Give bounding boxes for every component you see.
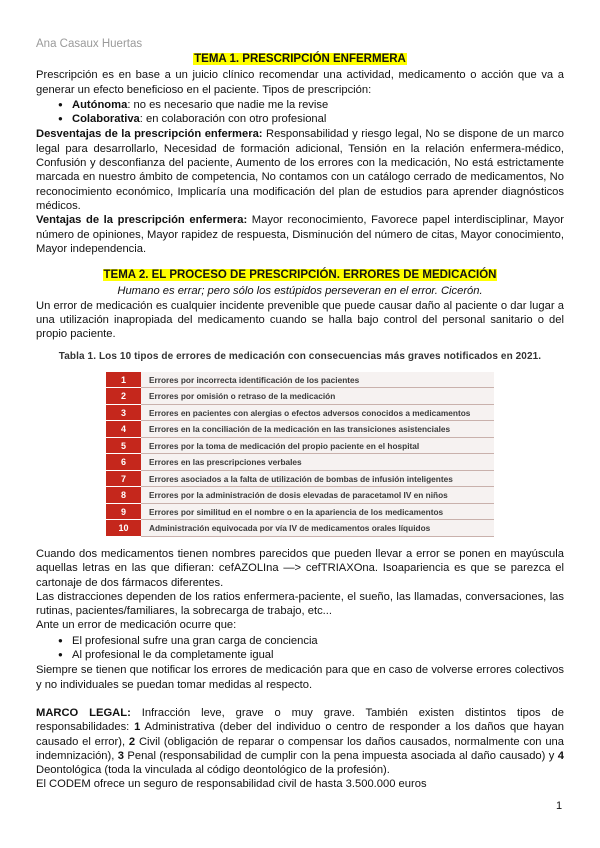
row-text: Errores en la conciliación de la medicación en las transiciones asistenciales <box>141 421 494 438</box>
author-header: Ana Casaux Huertas <box>36 38 143 50</box>
row-number: 10 <box>106 520 141 537</box>
row-number: 7 <box>106 470 141 487</box>
cicero-quote: Humano es errar; pero sólo los estúpidos perseveran en el error. Cicerón. <box>117 285 483 298</box>
row-number: 2 <box>106 388 141 405</box>
table-row <box>106 470 494 487</box>
desventajas-text: Responsabilidad y riesgo legal, No se dispone de un marco legal para desarrollarlo, Necesidad de formación adicional, Tensión en la relación enfermera-médico, Confusión y desconfianza del paciente, Aumento de los errores con la medicación, No está estrictamente marcada en nuestro ámbito de competencia, No contamos con un catálogo cerrado de medicamentos, No reconocimiento económico, Implicaría una modificación del plan de estudios para aprender diagnósticos médicos. <box>36 128 564 212</box>
errors-table-block <box>36 350 564 537</box>
row-number: 4 <box>106 421 141 438</box>
page-number: 1 <box>556 800 563 812</box>
table-row <box>106 372 494 388</box>
tema2-title: TEMA 2. EL PROCESO DE PRESCRIPCIÓN. ERRORES DE MEDICACIÓN <box>103 269 497 282</box>
row-number: 1 <box>106 372 141 388</box>
table-row <box>106 487 494 504</box>
ventajas-paragraph <box>36 213 564 256</box>
tema1-title: TEMA 1. PRESCRIPCIÓN ENFERMERA <box>194 53 406 65</box>
type-label: Colaborativa <box>72 113 140 126</box>
table-row <box>106 388 494 405</box>
type-text: : en colaboración con otro profesional <box>139 113 327 126</box>
ventajas-label: Ventajas de la prescripción enfermera: <box>36 214 248 227</box>
row-text: Errores por la administración de dosis elevadas de paracetamol IV en niños <box>141 487 494 504</box>
list-item: ● El profesional sufre una gran carga de conciencia <box>72 634 564 648</box>
row-number: 8 <box>106 487 141 504</box>
row-number: 3 <box>106 404 141 421</box>
list-item <box>72 112 564 126</box>
table-row <box>106 421 494 438</box>
marco-number: 3 <box>117 749 124 762</box>
table-row <box>106 404 494 421</box>
notificar-paragraph: Siempre se tienen que notificar los errores de medicación para que en caso de volverse errores colectivos y no individuales se puedan tomar medidas al respecto. <box>36 664 564 691</box>
list-item: ● Al profesional le da completamente igual <box>72 648 564 662</box>
table-row <box>106 454 494 471</box>
marco-text: Penal (responsabilidad de cumplir con la pena impuesta asociada al daño causado) y <box>123 749 558 762</box>
marco-legal-paragraph <box>36 706 564 777</box>
table-title: Tabla 1. Los 10 tipos de errores de medicación con consecuencias más graves notificados en 2021. <box>58 350 542 362</box>
ante-error-list <box>36 634 564 663</box>
distractions-paragraph: Las distracciones dependen de los ratios enfermera-paciente, el sueño, las llamadas, conversaciones, las rutinas, pacientes/familiares, la sobrecarga de trabajo, etc... <box>36 590 564 618</box>
row-number: 6 <box>106 454 141 471</box>
tema2-title-row <box>36 268 564 282</box>
table-row <box>106 520 494 537</box>
marco-number: 2 <box>128 735 136 748</box>
desventajas-paragraph <box>36 127 564 213</box>
tema1-title-row <box>36 52 564 66</box>
row-text: Administración equivocada por vía IV de medicamentos orales líquidos <box>141 520 494 537</box>
marco-legal-label: MARCO LEGAL: <box>36 706 131 719</box>
prescription-types-list <box>36 98 564 127</box>
row-number: 9 <box>106 503 141 520</box>
row-text: Errores en pacientes con alergias o efectos adversos conocidos a medicamentos <box>141 404 494 421</box>
marco-text: Deontológica (toda la vinculada al código deontológico de la profesión). <box>36 764 390 777</box>
row-text: Errores por la toma de medicación del propio paciente en el hospital <box>141 437 494 454</box>
row-text: Errores por incorrecta identificación de los pacientes <box>141 372 494 388</box>
tema1-intro: Prescripción es en base a un juicio clínico recomendar una actividad, medicamento o acción que va a generar un efecto beneficioso en el paciente. Tipos de prescripción: <box>36 69 564 96</box>
table-row <box>106 503 494 520</box>
errors-table <box>106 372 494 537</box>
document-body <box>36 50 564 792</box>
row-text: Errores por similitud en el nombre o en la apariencia de los medicamentos <box>141 503 494 520</box>
desventajas-label: Desventajas de la prescripción enfermera: <box>36 128 263 141</box>
type-text: : no es necesario que nadie me la revise <box>127 98 329 111</box>
marco-text: Infracción leve, grave o muy grave. También existen distintos tipos de responsabilidades: <box>36 706 564 734</box>
codem-paragraph: El CODEM ofrece un seguro de responsabilidad civil de hasta 3.500.000 euros <box>36 778 427 791</box>
similar-names-paragraph: Cuando dos medicamentos tienen nombres parecidos que pueden llevar a error se ponen en mayúscula aquellas letras en las que difieran: cefAZOLIna —> cefTRIAXOna. Isoapariencia es que se parezca el cartonaje de dos fármacos diferentes. <box>36 547 564 589</box>
table-row <box>106 437 494 454</box>
marco-number: 1 <box>134 721 141 734</box>
row-text: Errores asociados a la falta de utilización de bombas de infusión inteligentes <box>141 470 494 487</box>
marco-text: Administrativa (deber del individuo o centro de responder a los daños que hayan causado el error), <box>36 721 564 748</box>
type-label: Autónoma <box>72 98 128 111</box>
marco-text: Civil (obligación de reparar o compensar los daños causados, normalmente con una indemnización), <box>36 735 564 762</box>
ante-error-heading: Ante un error de medicación ocurre que: <box>36 619 237 632</box>
error-definition: Un error de medicación es cualquier incidente prevenible que puede causar daño al paciente o dar lugar a una utilización inapropiada del medicamento cuando se halla bajo control del personal sanitario o del propio paciente. <box>36 299 564 341</box>
marco-number: 4 <box>557 749 564 762</box>
row-number: 5 <box>106 437 141 454</box>
row-text: Errores por omisión o retraso de la medicación <box>141 388 494 405</box>
list-item <box>72 98 564 112</box>
ventajas-text: Mayor reconocimiento, Favorece papel interdisciplinar, Mayor número de opiniones, Mayor rapidez de respuesta, Disminución del número de citas, Mayor conocimiento, Mayor independencia. <box>36 214 564 255</box>
row-text: Errores en las prescripciones verbales <box>141 454 494 471</box>
